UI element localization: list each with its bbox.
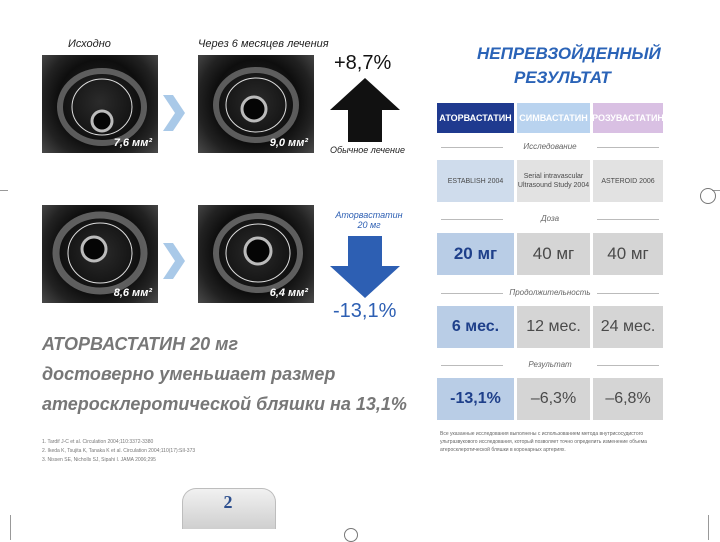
plaque-area-label: 8,6 мм² (113, 287, 152, 299)
duration-atorvastatin: 6 мес. (437, 306, 514, 348)
right-title-line-2: РЕЗУЛЬТАТ (514, 68, 611, 87)
right-title-line-1: НЕПРЕВЗОЙДЕННЫЙ (477, 44, 661, 63)
headline-line-1: АТОРВАСТАТИН 20 мг (42, 334, 239, 354)
dose-simvastatin: 40 мг (517, 233, 590, 275)
chevron-right-icon (163, 95, 185, 131)
header-simvastatin: СИМВАСТАТИН (517, 103, 590, 133)
duration-simvastatin: 12 мес. (517, 306, 590, 348)
ivus-image-before-top (42, 55, 158, 153)
crop-line-bottom-left (10, 515, 11, 540)
dose-rosuvastatin: 40 мг (593, 233, 663, 275)
result-atorvastatin: -13,1% (437, 378, 514, 420)
crop-line-left (0, 190, 8, 191)
reference-item: 3. Nissen SE, Nicholls SJ, Sipahi I. JAMA 2006;295 (42, 457, 156, 463)
crop-line-bottom-right (708, 515, 709, 540)
references (42, 438, 195, 465)
top-therapy-label: Обычное лечение (330, 145, 406, 155)
section-label-study: Исследование (437, 142, 663, 151)
page-number: 2 (223, 492, 233, 512)
arrow-up-icon (330, 78, 400, 142)
registration-mark-icon (700, 188, 716, 204)
reference-item: 1. Tardif J-C et al. Circulation 2004;110:3372-3380 (42, 439, 154, 445)
plaque-area-label: 6,4 мм² (269, 287, 308, 299)
plaque-area-label: 7,6 мм² (113, 137, 152, 149)
result-simvastatin: –6,3% (517, 378, 590, 420)
bottom-therapy-label: Аторвастатин 20 мг (335, 210, 403, 230)
ivus-image-after-top (198, 55, 314, 153)
label-before: Исходно (68, 38, 111, 50)
section-label-duration: Продолжительность (437, 288, 663, 297)
footnote: Все указанные исследования выполнены с использованием метода внутрисосудистого ультразвукового исследования, который позволяет точно определить изменение объема атеросклеротической бляшки в коронарных артериях. (440, 431, 647, 453)
headline-line-2: достоверно уменьшает размер (42, 364, 336, 384)
result-rosuvastatin: –6,8% (593, 378, 663, 420)
chevron-right-icon (163, 243, 185, 279)
header-rosuvastatin: РОЗУВАСТАТИН (593, 103, 663, 133)
study-rosuvastatin: ASTEROID 2006 (593, 160, 663, 202)
section-label-result: Результат (437, 360, 663, 369)
section-label-dose: Доза (437, 214, 663, 223)
label-after: Через 6 месяцев лечения (198, 38, 329, 50)
top-change-value: +8,7% (334, 52, 392, 74)
bottom-change-value: -13,1% (333, 300, 397, 322)
headline-line-3: атеросклеротической бляшки на 13,1% (42, 394, 407, 414)
study-atorvastatin: ESTABLISH 2004 (437, 160, 514, 202)
ivus-image-after-bottom (198, 205, 314, 303)
ivus-image-before-bottom (42, 205, 158, 303)
study-simvastatin: Serial intravascular Ultrasound Study 2004 (517, 160, 590, 202)
header-atorvastatin: АТОРВАСТАТИН (437, 103, 514, 133)
arrow-down-icon (330, 236, 400, 298)
reference-item: 2. Ikeda K, Tsujita K, Tanaka K et al. Circulation 2004;110(17):SII-373 (42, 448, 196, 454)
plaque-area-label: 9,0 мм² (269, 137, 308, 149)
duration-rosuvastatin: 24 мес. (593, 306, 663, 348)
dose-atorvastatin: 20 мг (437, 233, 514, 275)
